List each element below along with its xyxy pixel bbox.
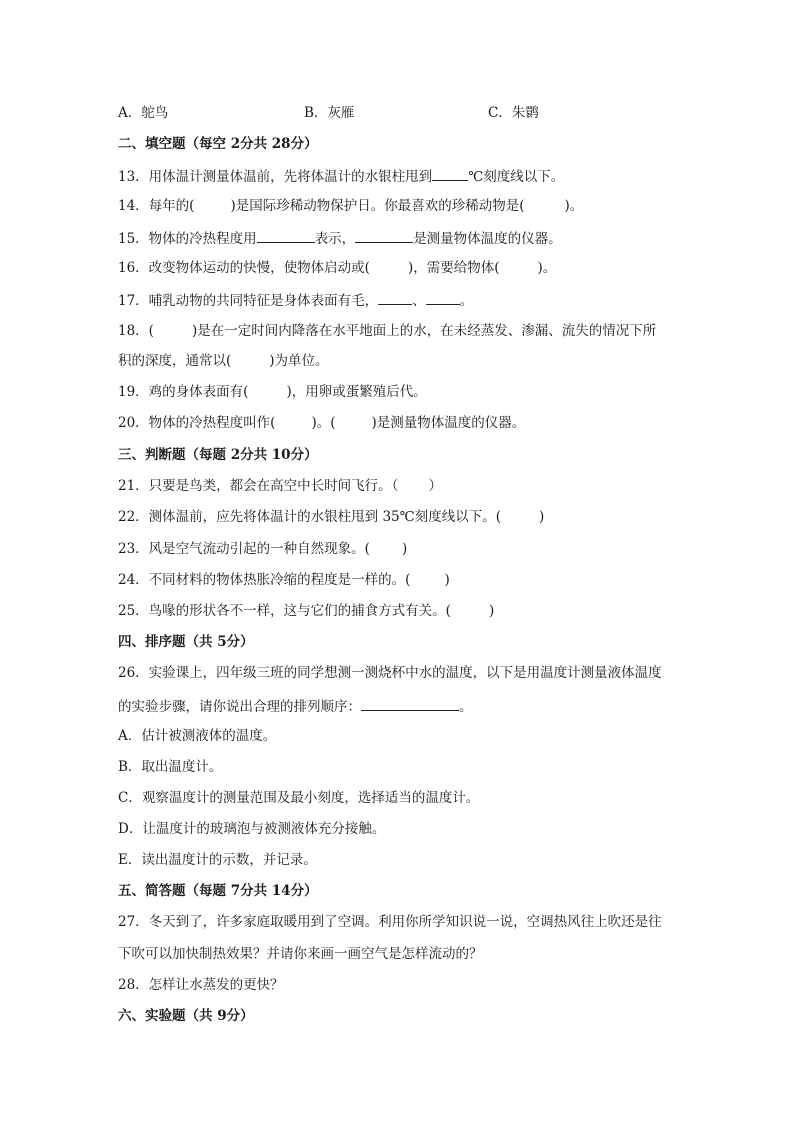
q18-text-cont: )是在一定时间内降落在水平地面上的水，在未经蒸发、渗漏、流失的情况下所 [191,323,657,339]
q15-text: 15．物体的冷热程度用 [118,231,257,247]
q13-blank[interactable] [432,166,468,181]
q26-step-b: B．取出温度计。 [118,759,223,775]
q12-options-row [118,104,678,122]
q14-text: 14．每年的( [118,198,195,214]
q16-text: 16．改变物体运动的快慢，使物体启动或( [118,260,370,276]
q18-text-line2: 积的深度，通常以( [118,353,232,369]
question-26-line-2 [118,696,473,716]
q19-text-end: )，用卵或蛋繁殖后代。 [286,384,427,400]
question-27-line-1: 27．冬天到了，许多家庭取暖用到了空调。利用你所学知识说一说，空调热风往上吹还是往 [118,914,662,930]
q18-text: 18．( [118,323,154,339]
q14-text-end: )。 [564,198,584,214]
q26-step-a: A．估计被测液体的温度。 [118,728,277,744]
q17-text-end: 。 [459,293,474,309]
q26-step-d: D．让温度计的玻璃泡与被测液体充分接触。 [118,821,386,837]
q26-text-end: 。 [459,699,473,715]
q13-text: 13．用体温计测量体温前，先将体温计的水银柱甩到 [118,169,433,185]
question-28: 28．怎样让水蒸发的更快？ [118,977,284,993]
q23-text: 23．风是空气流动引起的一种自然现象。( [118,541,370,557]
q15-blank-2[interactable] [355,228,413,243]
question-15 [118,228,562,248]
question-14 [118,197,583,215]
question-25 [118,602,494,620]
section4-heading: 四、排序题（共 5分） [118,634,254,650]
q12-option-b: B．灰雁 [304,105,355,121]
q26-answer-blank[interactable] [361,696,459,711]
question-17 [118,290,473,310]
q15-text-mid: 表示， [314,231,356,247]
q21-text-end: ） [428,478,442,494]
q25-text: 25．鸟喙的形状各不一样，这与它们的捕食方式有关。( [118,603,451,619]
question-18-line-1 [118,322,656,340]
section3-heading: 三、判断题（每题 2分共 10分） [118,447,318,463]
q19-text: 19．鸡的身体表面有( [118,384,249,400]
question-20 [118,414,525,432]
q20-text-mid: )。( [311,415,336,431]
question-23 [118,540,407,558]
q17-blank-1[interactable] [378,290,412,305]
question-16 [118,259,556,277]
q18-text-end: )为单位。 [269,353,329,369]
section5-heading: 五、简答题（每题 7分共 14分） [118,883,318,899]
question-27-line-2: 下吹可以加快制热效果？并请你来画一画空气是怎样流动的？ [118,946,483,962]
q12-option-a: A．鸵鸟 [118,105,169,121]
q12-option-c: C．朱鹮 [488,105,539,121]
section2-heading: 二、填空题（每空 2分共 28分） [118,136,318,152]
q26-text-line2: 的实验步骤，请你说出合理的排列顺序： [118,699,361,715]
question-24 [118,571,450,589]
q17-text: 17．哺乳动物的共同特征是身体表面有毛， [118,293,379,309]
q17-blank-2[interactable] [426,290,460,305]
question-22 [118,508,544,526]
q25-text-end: ) [488,603,495,619]
q26-step-e: E．读出温度计的示数，并记录。 [118,852,317,868]
q15-text-end: 是测量物体温度的仪器。 [413,231,562,247]
q16-text-mid: )，需要给物体( [407,260,500,276]
q17-text-mid: 、 [412,293,426,309]
question-19 [118,383,427,401]
q22-text: 22．测体温前，应先将体温计的水银柱甩到 35℃刻度线以下。( [118,509,502,525]
q21-text: 21．只要是鸟类，都会在高空中长时间飞行。（ [118,478,399,494]
q26-step-c: C．观察温度计的测量范围及最小刻度，选择适当的温度计。 [118,790,480,806]
question-18-line-2 [118,352,329,370]
q20-text-end: )是测量物体温度的仪器。 [371,415,526,431]
q24-text: 24．不同材料的物体热胀冷缩的程度是一样的。( [118,572,411,588]
question-21 [118,477,442,495]
q16-text-end: )。 [537,260,557,276]
q20-text: 20．物体的冷热程度叫作( [118,415,276,431]
q14-text-mid: )是国际珍稀动物保护日。你最喜欢的珍稀动物是( [230,198,525,214]
question-13 [118,166,564,186]
question-26-line-1: 26．实验课上，四年级三班的同学想测一测烧杯中水的温度，以下是用温度计测量液体温度 [118,665,662,681]
q23-text-end: ) [401,541,408,557]
q22-text-end: ) [539,509,545,525]
q24-text-end: ) [444,572,450,588]
section6-heading: 六、实验题（共 9分） [118,1008,254,1024]
q13-text-end: ℃刻度线以下。 [468,169,565,185]
q15-blank-1[interactable] [257,228,315,243]
